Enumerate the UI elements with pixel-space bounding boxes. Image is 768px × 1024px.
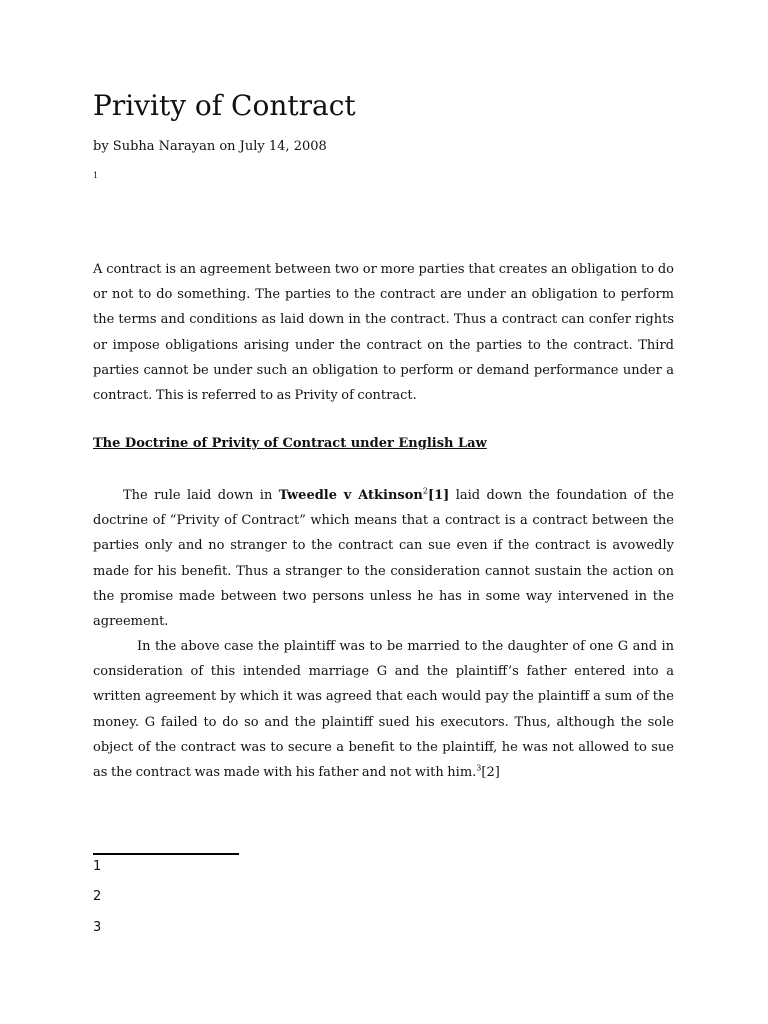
endnote-link-1[interactable]: [1] [427, 488, 450, 503]
intro-paragraph: A contract is an agreement between two or more parties that creates an obligation to do or not to do something. The parties to the contract are under an obligation to perform the terms and conditions as laid down in the contract. Thus a contract can confer rights or impose obligations arising under the contract on the parties to the contract. Third parties cannot be under such an obligation to perform or demand performance under a contract. This is referred to as Privity of contract. [93, 262, 674, 404]
paragraph-body-text: In the above case the plaintiff was to be married to the daughter of one G and in consideration of this intended marriage G and the plaintiff’s father entered into a written agreement by which it was agreed that each would pay the plaintiff a sum of the money. G failed to do so and the plaintiff sued his executors. Thus, although the sole object of the contract was to secure a benefit to the plaintiff, he was not allowed to sue as the contract was made with his father and not with him. [93, 639, 674, 781]
footnote-ref-2: 2 [422, 486, 428, 496]
footnote-number-3: 3 [93, 920, 102, 935]
author-byline: by Subha Narayan on July 14, 2008 [93, 139, 327, 154]
footnote-separator [93, 853, 239, 855]
footnote-ref-3: 3 [476, 763, 482, 773]
paragraph-body-text: laid down the foundation of the doctrine of “Privity of Contract” which means that a contract is a contract between the parties only and no stranger to the contract can sue even if the contract is avowedly made for his benefit. Thus a stranger to the consideration cannot sustain the action on the promise made between two persons unless he has in some way intervened in the agreement. [93, 488, 674, 630]
doctrine-paragraph [93, 483, 674, 634]
endnote-link-2[interactable]: [2] [481, 765, 500, 781]
case-name: Tweedle v Atkinson [278, 488, 423, 503]
paragraph-lead-text: The rule laid down in [123, 488, 279, 503]
section-heading: The Doctrine of Privity of Contract under English Law [93, 436, 487, 451]
page-title: Privity of Contract [93, 89, 356, 122]
footnote-marker: 1 [93, 171, 99, 180]
footnote-number-1: 1 [93, 859, 102, 874]
footnote-number-2: 2 [93, 889, 102, 904]
case-paragraph [93, 634, 674, 785]
